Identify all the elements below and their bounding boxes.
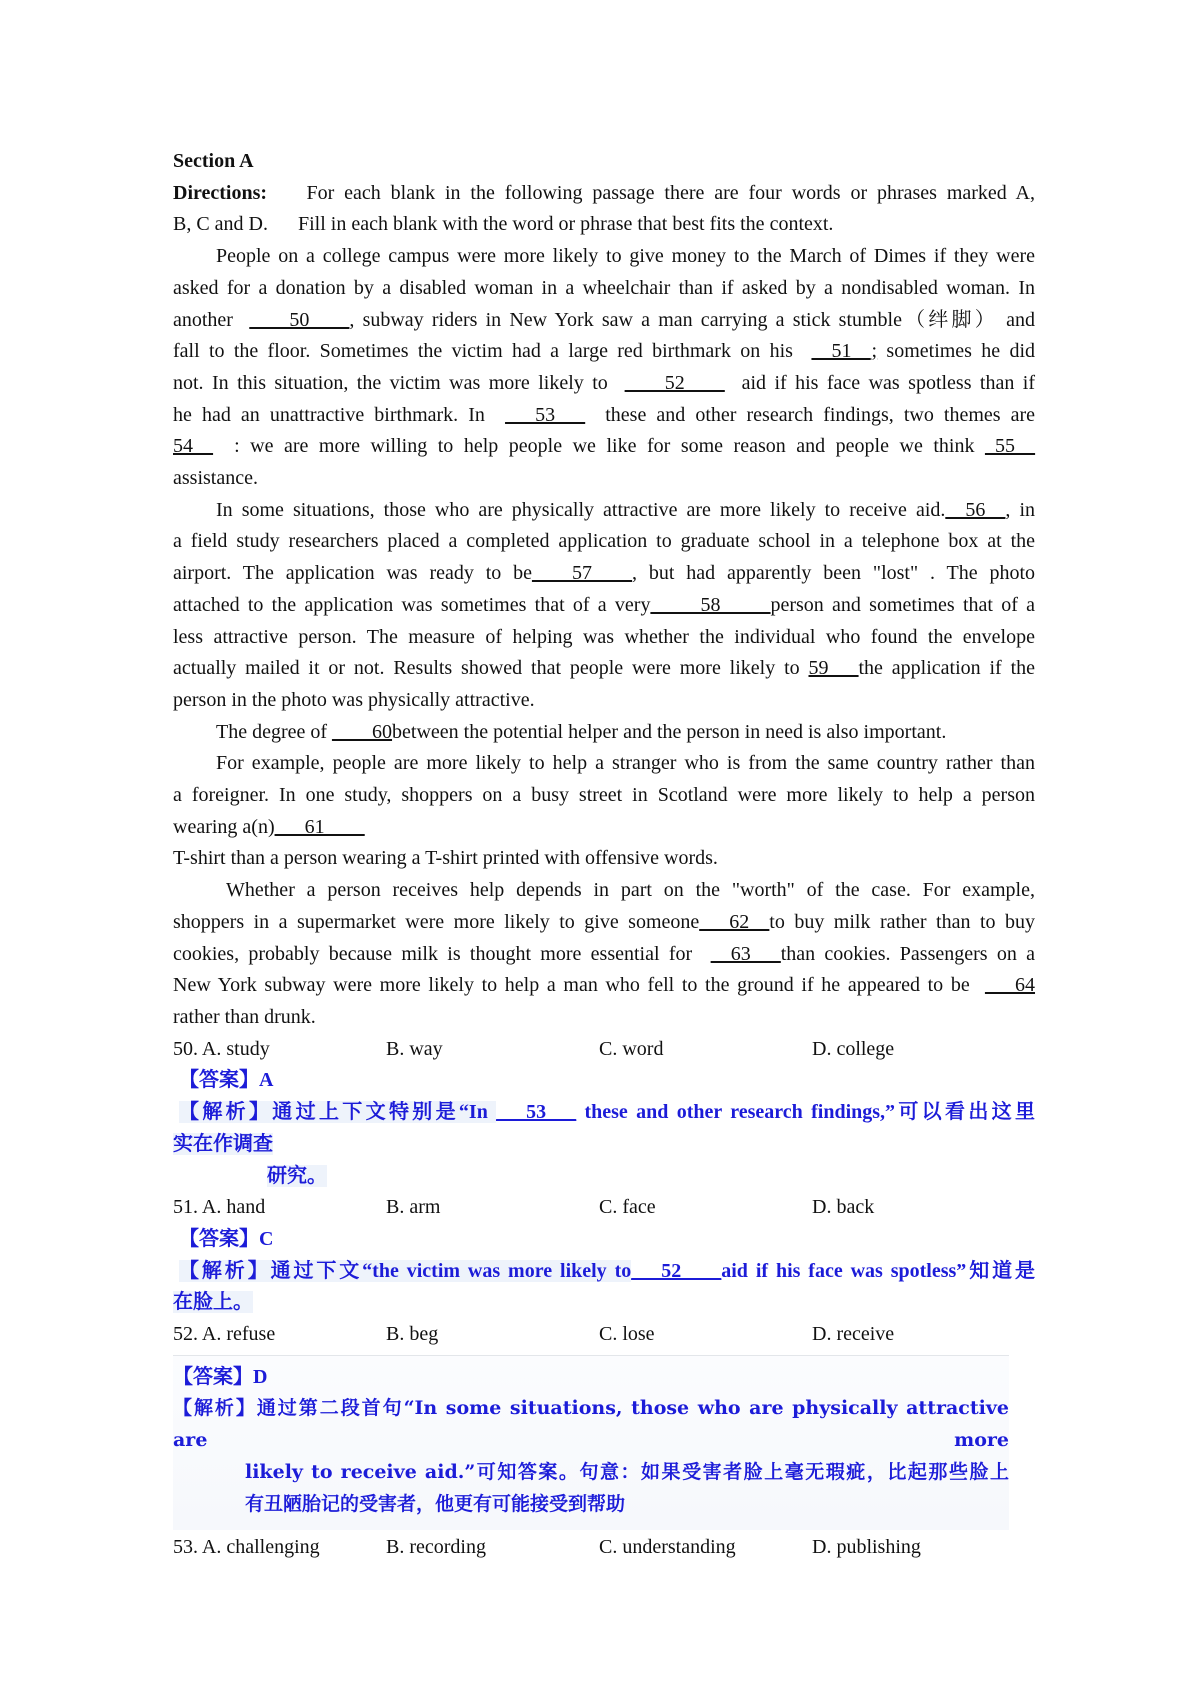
analysis-50-line-2 <box>173 1129 1035 1161</box>
blank-59: 59___ <box>808 657 859 680</box>
passage-line: asked for a donation by a disabled woman in a wheelchair than if asked by a nondisabled woman. In <box>173 276 1035 299</box>
passage-line <box>173 495 1035 527</box>
analysis-text: 【解析】通过下文“the victim was more likely to <box>179 1259 632 1282</box>
blank-63: __63___ <box>710 942 781 965</box>
blank-61: ___61____ <box>274 815 365 838</box>
directions-line-1 <box>173 178 1035 210</box>
directions-line-2: B, C and D. Fill in each blank with the word or phrase that best fits the context. <box>173 213 834 236</box>
analysis-text: 【解析】通过上下文特别是“In <box>179 1101 497 1124</box>
option-d: D. back <box>812 1196 875 1219</box>
analysis-51-line-1 <box>173 1256 1035 1288</box>
passage-text: sometimes he did <box>886 340 1036 363</box>
option-b: B. recording <box>386 1536 486 1559</box>
analysis-text: 在脸上。 <box>173 1291 253 1314</box>
passage-line: assistance. <box>173 467 258 490</box>
section-title: Section A <box>173 150 254 172</box>
option-d: D. publishing <box>812 1536 921 1559</box>
blank-53: ___53___ <box>505 403 586 426</box>
question-51-options <box>173 1192 1035 1224</box>
question-number: 53. <box>173 1536 198 1559</box>
option-c: C. lose <box>599 1323 655 1346</box>
passage-text: airport. The application was ready to be <box>173 562 533 585</box>
blank-64: ___64 <box>985 974 1036 997</box>
directions-text-1: For each blank in the following passage there are four words or phrases marked A, <box>306 181 1035 204</box>
passage-line: T-shirt than a person wearing a T-shirt printed with offensive words. <box>173 847 718 870</box>
passage-text: another <box>173 308 233 331</box>
option-c: C. face <box>599 1196 656 1219</box>
passage-line: People on a college campus were more likely to give money to the March of Dimes if they were <box>216 245 1035 268</box>
passage-line <box>173 336 1035 368</box>
passage-line <box>173 717 1035 749</box>
blank-ref-52: ___52____ <box>631 1259 722 1282</box>
passage-text: The degree of <box>216 720 328 743</box>
option-a <box>173 1532 386 1564</box>
question-53-options <box>173 1532 1035 1564</box>
answer-52: 【答案】D <box>173 1365 268 1388</box>
option-c: C. word <box>599 1037 664 1060</box>
passage-text: cookies, probably because milk is thought more essential for <box>173 942 693 965</box>
question-52-options <box>173 1319 1035 1351</box>
blank-55: _55__ <box>985 435 1036 458</box>
passage-line <box>173 368 1035 400</box>
answer-51: 【答案】C <box>179 1227 274 1250</box>
passage-line: person in the photo was physically attractive. <box>173 688 535 711</box>
directions-label: Directions: <box>173 181 268 204</box>
passage-text: not. In this situation, the victim was more likely to <box>173 371 608 394</box>
passage-text: than cookies. Passengers on a <box>780 942 1035 965</box>
analysis-51-line-2 <box>173 1287 1035 1319</box>
analysis-50-line-1 <box>173 1097 1035 1129</box>
option-a <box>173 1319 386 1351</box>
analysis-text: 实在作调查 <box>173 1132 273 1155</box>
passage-text: actually mailed it or not. Results showed that people were more likely to <box>173 657 800 680</box>
passage-text: , but had apparently been "lost" . The photo <box>632 562 1035 585</box>
passage-text: , in <box>1005 498 1035 521</box>
option-text: A. hand <box>201 1196 266 1219</box>
blank-54: 54__ <box>173 435 213 458</box>
analysis-52-line-3: 有丑陋胎记的受害者，他更有可能接受到帮助 <box>245 1492 626 1515</box>
passage-text: : we are more willing to help people we like for some reason and people we think <box>234 435 975 458</box>
passage-line: rather than drunk. <box>173 1005 316 1028</box>
passage-text: to buy milk rather than to buy <box>769 910 1035 933</box>
passage-text: shoppers in a supermarket were more likely to give someone <box>173 910 700 933</box>
analysis-52-line-2: likely to receive aid.”可知答案。句意：如果受害者脸上毫无瑕疵，比起那些脸上 <box>245 1460 1009 1483</box>
passage-text: these and other research findings, two themes are <box>605 403 1036 426</box>
passage-text: , subway riders in New York saw a man carrying a stick stumble（绊脚） and <box>349 308 1036 331</box>
option-text: A. refuse <box>201 1323 276 1346</box>
option-b: B. way <box>386 1037 443 1060</box>
blank-50: ____50____ <box>249 308 350 331</box>
passage-line: a foreigner. In one study, shoppers on a busy street in Scotland were more likely to help a person <box>173 784 1035 807</box>
document-page <box>173 146 1035 1564</box>
blank-58: _____58_____ <box>650 593 771 616</box>
question-number: 52. <box>173 1323 198 1346</box>
passage-text: In some situations, those who are physically attractive are more likely to receive aid. <box>216 498 946 521</box>
question-number: 51. <box>173 1196 198 1219</box>
passage-line <box>173 558 1035 590</box>
passage-line <box>173 970 1035 1002</box>
passage-text: between the potential helper and the person in need is also important. <box>392 720 947 743</box>
passage-line <box>173 305 1035 337</box>
analysis-50-line-3 <box>173 1161 1035 1193</box>
passage-line: less attractive person. The measure of helping was whether the individual who found the envelope <box>173 625 1035 648</box>
blank-52: ____52____ <box>624 371 725 394</box>
passage-line: For example, people are more likely to help a stranger who is from the same country rather than <box>216 752 1035 775</box>
analysis-52-line-1: 【解析】通过第二段首句“In some situations, those who are physically attractive are more <box>173 1397 1009 1452</box>
option-text: A. study <box>201 1037 270 1060</box>
passage-line <box>173 590 1035 622</box>
passage-line <box>173 653 1035 685</box>
passage-text: New York subway were more likely to help a man who fell to the ground if he appeared to be <box>173 974 970 997</box>
blank-57: ____57____ <box>532 562 633 585</box>
passage-line <box>173 400 1035 432</box>
passage-text: the application if the <box>858 657 1035 680</box>
option-d: D. college <box>812 1037 895 1060</box>
passage-line: Whether a person receives help depends in part on the "worth" of the case. For example, <box>226 879 1035 902</box>
analysis-text: 研究。 <box>267 1164 327 1187</box>
passage-line <box>173 907 1035 939</box>
passage-text: attached to the application was sometimes that of a very <box>173 593 651 616</box>
option-a <box>173 1034 386 1066</box>
question-50-options <box>173 1034 1035 1066</box>
passage-text: aid if his face was spotless than if <box>741 371 1036 394</box>
blank-60: ____60 <box>332 720 393 743</box>
option-b: B. beg <box>386 1323 439 1346</box>
question-number: 50. <box>173 1037 198 1060</box>
option-c: C. understanding <box>599 1536 736 1559</box>
blank-51: __51__; <box>811 340 878 363</box>
option-b: B. arm <box>386 1196 441 1219</box>
passage-line <box>173 812 1035 844</box>
answer-50: 【答案】A <box>179 1069 274 1092</box>
blank-ref-53: ___53___ <box>496 1101 577 1124</box>
passage-line <box>173 939 1035 971</box>
analysis-text: aid if his face was spotless”知道是 <box>721 1259 1035 1282</box>
analysis-text: these and other research findings,”可以看出这里 <box>576 1101 1035 1124</box>
option-text: A. challenging <box>201 1536 320 1559</box>
pasted-answer-image-52 <box>173 1355 1009 1531</box>
blank-56: __56__ <box>945 498 1006 521</box>
passage-text: he had an unattractive birthmark. In <box>173 403 485 426</box>
option-a <box>173 1192 386 1224</box>
passage-text: person and sometimes that of a <box>770 593 1036 616</box>
passage-line: a field study researchers placed a completed application to graduate school in a telephone box at the <box>173 530 1035 553</box>
passage-line <box>173 431 1035 463</box>
blank-62: ___62__ <box>699 910 770 933</box>
option-d: D. receive <box>812 1323 895 1346</box>
passage-text: fall to the floor. Sometimes the victim had a large red birthmark on his <box>173 340 793 363</box>
passage-text: wearing a(n) <box>173 815 275 838</box>
